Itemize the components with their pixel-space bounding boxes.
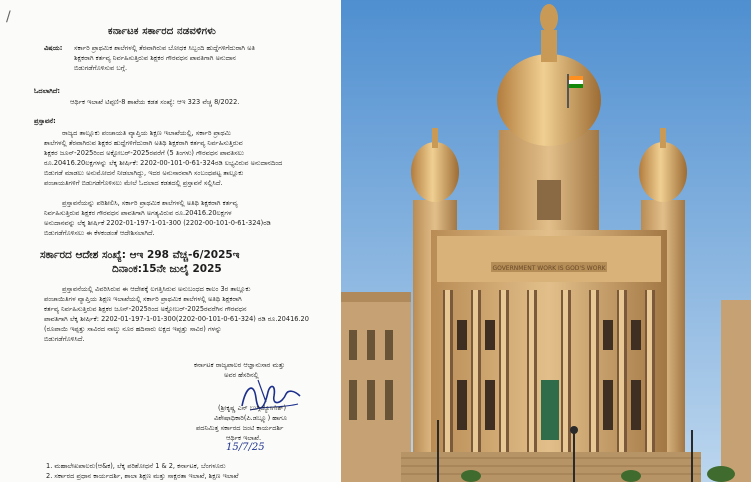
preamble-line: ರೂ.20416.20ಲಕ್ಷಗಳನ್ನು ಲೆಕ್ಕ ಶೀರ್ಷಿಕೆ: 2202-00-101-0-61-324ರಡಿ ಲಭ್ಯವಿರುವ ಅನುದಾನದಿಂದ xyxy=(44,159,283,167)
preamble-line: ಬಿಡುಗಡೆ ಮಾಡಲು ಅನುಮೋದನೆ ನೀಡಲಾಗಿದ್ದು, ಇದರ ಅನುಸಾರವಾಗಿ ಸಂಬಂಧಪಟ್ಟ ತಾಲ್ಲೂಕು xyxy=(44,169,244,177)
preamble-line: ನಿರ್ವಹಿಸುತ್ತಿರುವ ಶಿಕ್ಷಕರ ಗೌರವಧನ ಪಾವತಿಗಾಗಿ ಅಗತ್ಯವಿರುವ ರೂ.20416.20ಲಕ್ಷಗಳ xyxy=(44,209,232,217)
subject-line: ಶಿಕ್ಷಕರಾಗಿ ಕರ್ತವ್ಯ ನಿರ್ವಹಿಸುತ್ತಿರುವ ಶಿಕ್ಷಕರ ಗೌರವಧನ ಪಾವತಿಗಾಗಿ ಅನುದಾನ xyxy=(74,54,236,62)
order-line: ಕರ್ತವ್ಯ ನಿರ್ವಹಿಸುತ್ತಿರುವ ಶಿಕ್ಷಕರ ಜೂನ್-2025ರಿಂದ ಅಕ್ಟೋಬರ್-2025ರವರೆಗಿನ ಗೌರವಧನ xyxy=(44,305,247,313)
preamble-line: ರಾಜ್ಯದ ತಾಲ್ಲೂಕು ಪಂಚಾಯತಿ ವ್ಯಾಪ್ತಿಯ ಶಿಕ್ಷಣ ಇಲಾಖೆಯಲ್ಲಿ, ಸರ್ಕಾರಿ ಪ್ರಾಥಮಿ xyxy=(62,129,231,137)
building-photo xyxy=(341,0,751,482)
closing-line: ಕರ್ನಾಟಕ ರಾಜ್ಯಪಾಲರ ಆಜ್ಞಾನುಸಾರ ಮತ್ತು xyxy=(194,361,285,369)
preamble-label: ಪ್ರಸ್ತಾವನೆ: xyxy=(34,117,56,125)
recipient-item: 1. ಮಹಾಲೇಖಪಾಲರು(ಆ&ಕ), ಲೆಕ್ಕ ಪರಿಶೋಧನೆ 1 & 2, ಕರ್ನಾಟಕ, ಬೆಂಗಳೂರು xyxy=(46,462,226,470)
subject-label: ವಿಷಯ: xyxy=(44,44,63,52)
building-inscription: GOVERNMENT WORK IS GOD'S WORK xyxy=(492,265,606,272)
document-title: ಕರ್ನಾಟಕ ಸರ್ಕಾರದ ನಡವಳಿಗಳು xyxy=(108,27,217,36)
preamble-line: ಶಾಲೆಗಳಲ್ಲಿ ತೆರವಾಗಿರುವ ಶಿಕ್ಷಕರ ಹುದ್ದೆಗಳಿಗೆದುರಾಗಿ ಅತಿಥಿ ಶಿಕ್ಷಕರಾಗಿ ಕರ್ತವ್ಯ ನಿರ್ವಹಿಸುತ್ತಿರುವ xyxy=(44,139,243,147)
preamble-line: ಶಿಕ್ಷಕರ ಜೂನ್-2025ರಿಂದ ಅಕ್ಟೋಬರ್-2025ರವರೆಗೆ (5 ತಿಂಗಳು) ಗೌರವಧನ ಪಾವತಿಸಲು xyxy=(44,149,245,157)
order-line: ಪಾವತಿಗಾಗಿ ಲೆಕ್ಕ ಶೀರ್ಷಿಕೆ: 2202-01-197-1-01-300(2202-00-101-0-61-324) ರಡಿ ರೂ.20416.20 xyxy=(44,315,309,323)
scan-mark: / xyxy=(6,9,11,25)
government-order-document xyxy=(0,0,341,482)
closing-line: ಅವರ ಹೆಸರಿನಲ್ಲಿ xyxy=(224,371,259,379)
reference-label: ಓದಲಾಗಿದೆ: xyxy=(34,87,61,95)
preamble-line: ಬಿಡುಗಡೆಗೊಳಿಸಲು ಈ ಕೆಳಕಂಡಂತೆ ಆದೇಶಿಸಲಾಗಿದೆ. xyxy=(44,229,155,237)
signatory-line: ಆರ್ಥಿಕ ಇಲಾಖೆ. xyxy=(226,434,262,442)
signatory-line: ಪದನಿಮಿತ್ತ ಸರ್ಕಾರದ ಜಂಟಿ ಕಾರ್ಯದರ್ಶಿ xyxy=(196,424,284,432)
recipient-item: 2. ಸರ್ಕಾರದ ಪ್ರಧಾನ ಕಾರ್ಯದರ್ಶಿ, ಶಾಲಾ ಶಿಕ್ಷಣ ಮತ್ತು ಸಾಕ್ಷರತಾ ಇಲಾಖೆ, ಶಿಕ್ಷಣ ಇಲಾಖೆ xyxy=(46,472,239,480)
order-line: ಬಿಡುಗಡೆಗೊಳಿಸಿದೆ. xyxy=(44,335,85,343)
order-date: ದಿನಾಂಕ:15ನೇ ಜುಲೈ 2025 xyxy=(112,263,222,275)
signatory-line: ವಿಶೇಷಾಧಿಕಾರಿ(ಪಿ.ಡಬ್ಲ್ಯೂ) ಹಾಗೂ xyxy=(214,414,287,422)
subject-line: ಬಿಡುಗಡೆಗೊಳಿಸುವ ಬಗ್ಗೆ. xyxy=(74,64,128,72)
preamble-line: ಪಂಚಾಯತಿಗಳಿಗೆ ಬಿಡುಗಡೆಗೊಳಿಸಲು ಮೇಲೆ ಓದಲಾದ ಕಡತದಲ್ಲಿ ಪ್ರಸ್ತಾವನೆ ಸಲ್ಲಿಸಿದೆ. xyxy=(44,179,223,187)
order-line: ಪಂಚಾಯಿತಿಗಳ ವ್ಯಾಪ್ತಿಯ ಶಿಕ್ಷಣ ಇಲಾಖೆಯಲ್ಲಿ ಸರ್ಕಾರಿ ಪ್ರಾಥಮಿಕ ಶಾಲೆಗಳಲ್ಲಿ ಅತಿಥಿ ಶಿಕ್ಷಕರಾಗಿ xyxy=(44,295,242,303)
signatory-line: (ಶ್ರೀಕೃಷ್ಣ ಎನ್ ಬುಗ್ಗಿಜ್ಯೋಗೇಶ್) xyxy=(218,404,287,412)
order-line: ಪ್ರಸ್ತಾವನೆಯಲ್ಲಿ ವಿವರಿಸಿರುವ ಈ ಆದೇಶಕ್ಕೆ ಲಗತ್ತಿಸಿರುವ ಅನುಬಂಧದ ಕಾಲಂ 3ರ ತಾಲ್ಲೂಕು xyxy=(62,285,251,293)
handwritten-date: 15/7/25 xyxy=(226,442,265,453)
vikasa-soudha-image xyxy=(341,0,751,482)
order-number: ಸರ್ಕಾರದ ಆದೇಶ ಸಂಖ್ಯೆ: ಆಇ 298 ವೆಚ್ಚ-6/2025ಇ xyxy=(40,249,240,261)
order-line: (ರೂಪಾಯಿ ಇಪ್ಪತ್ತು ಸಾವಿರದ ನಾಲ್ಕು ನೂರ ಹದಿನಾರು ಲಕ್ಷದ ಇಪ್ಪತ್ತು ಸಾವಿರ) ಗಳನ್ನು xyxy=(44,325,222,333)
preamble-line: ಪ್ರಸ್ತಾವನೆಯನ್ನು ಪರಿಶೀಲಿಸಿ, ಸರ್ಕಾರಿ ಪ್ರಾಥಮಿಕ ಶಾಲೆಗಳಲ್ಲಿ ಅತಿಥಿ ಶಿಕ್ಷಕರಾಗಿ ಕರ್ತವ್ಯ xyxy=(62,199,238,207)
subject-line: ಸರ್ಕಾರಿ ಪ್ರಾಥಮಿಕ ಶಾಲೆಗಳಲ್ಲಿ ತೆರವಾಗಿರುವ ಬೋಧಕ ಸಿಬ್ಬಂದಿ ಹುದ್ದೆಗಳಿಗೆದುರಾಗಿ ಅತಿ xyxy=(74,44,255,52)
reference-text: ಆರ್ಥಿಕ ಇಲಾಖೆ ಟಿಪ್ಪಣಿ-8 ಶಾಖೆಯ ಕಡತ ಸಂಖ್ಯೆ: ಆಇ 323 ವೆಚ್ಚ 8/2022. xyxy=(70,98,240,106)
preamble-line: ಅನುದಾನವನ್ನು ಲೆಕ್ಕ ಶೀರ್ಷಿಕೆ 2202-01-197-1-01-300 (2202-00-101-0-61-324)ರಡಿ xyxy=(44,219,271,227)
